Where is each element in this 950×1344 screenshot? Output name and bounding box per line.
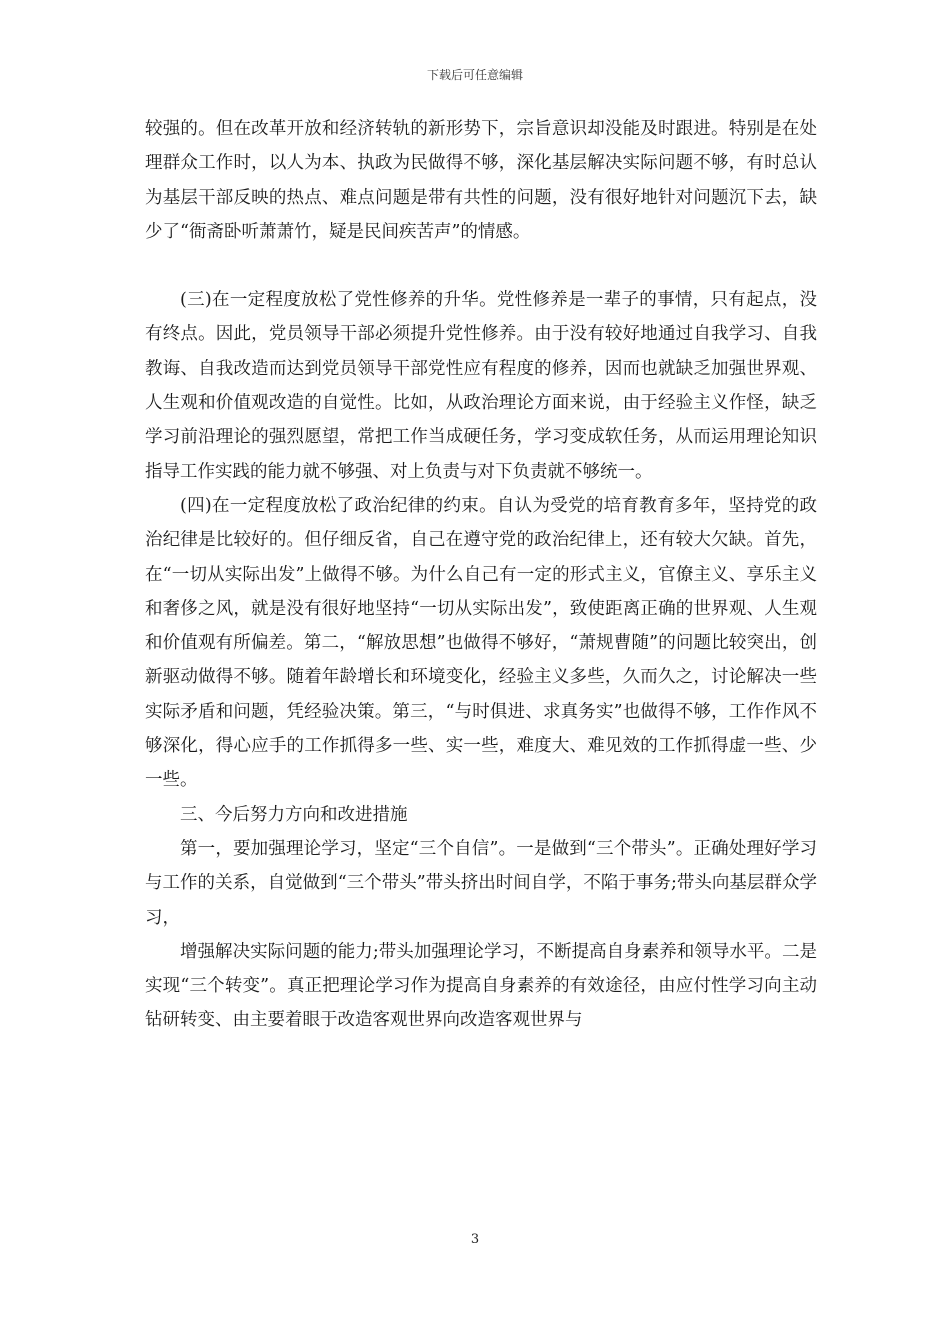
- page-number: 3: [470, 1232, 480, 1247]
- document-body: [145, 112, 817, 1038]
- section-heading-improvement-measures: 三、今后努力方向和改进措施: [180, 804, 408, 825]
- paragraph-gap: [145, 249, 817, 283]
- paragraph-capability-improvement: 增强解决实际问题的能力;带头加强理论学习，不断提高自身素养和领导水平。二是实现“三个转变”。真正把理论学习作为提高自身素养的有效途径，由应付性学习向主动钻研转变、由主要着眼于改造客观世界向改造客观世界与: [145, 941, 817, 1031]
- page-header-note: 下载后可任意编辑: [426, 68, 523, 82]
- paragraph-continuation: 较强的。但在改革开放和经济转轨的新形势下，宗旨意识却没能及时跟进。特别是在处理群众工作时，以人为本、执政为民做得不够，深化基层解决实际问题不够，有时总认为基层干部反映的热点、难点问题是带有共性的问题，没有很好地针对问题沉下去，缺少了“衙斋卧听萧萧竹，疑是民间疾苦声”的情感。: [145, 119, 817, 242]
- paragraph-section-four: (四)在一定程度放松了政治纪律的约束。自认为受党的培育教育多年，坚持党的政治纪律是比较好的。但仔细反省，自己在遵守党的政治纪律上，还有较大欠缺。首先，在“一切从实际出发”上做得不够。为什么自己有一定的形式主义，官僚主义、享乐主义和奢侈之风，就是没有很好地坚持“一切从实际出发”，致使距离正确的世界观、人生观和价值观有所偏差。第二，“解放思想”也做得不够好，“萧规曹随”的问题比较突出，创新驱动做得不够。随着年龄增长和环境变化，经验主义多些，久而久之，讨论解决一些实际矛盾和问题，凭经验决策。第三，“与时俱进、求真务实”也做得不够，工作作风不够深化，得心应手的工作抓得多一些、实一些，难度大、难见效的工作抓得虚一些、少一些。: [145, 495, 817, 791]
- paragraph-first-measure: 第一，要加强理论学习，坚定“三个自信”。一是做到“三个带头”。正确处理好学习与工作的关系，自觉做到“三个带头”带头挤出时间自学，不陷于事务;带头向基层群众学习，: [145, 838, 817, 928]
- paragraph-section-three: (三)在一定程度放松了党性修养的升华。党性修养是一辈子的事情，只有起点，没有终点。因此，党员领导干部必须提升党性修养。由于没有较好地通过自我学习、自我教诲、自我改造而达到党员领导干部党性应有程度的修养，因而也就缺乏加强世界观、人生观和价值观改造的自觉性。比如，从政治理论方面来说，由于经验主义作怪，缺乏学习前沿理论的强烈愿望，常把工作当成硬任务，学习变成软任务，从而运用理论知识指导工作实践的能力就不够强、对上负责与对下负责就不够统一。: [145, 290, 817, 482]
